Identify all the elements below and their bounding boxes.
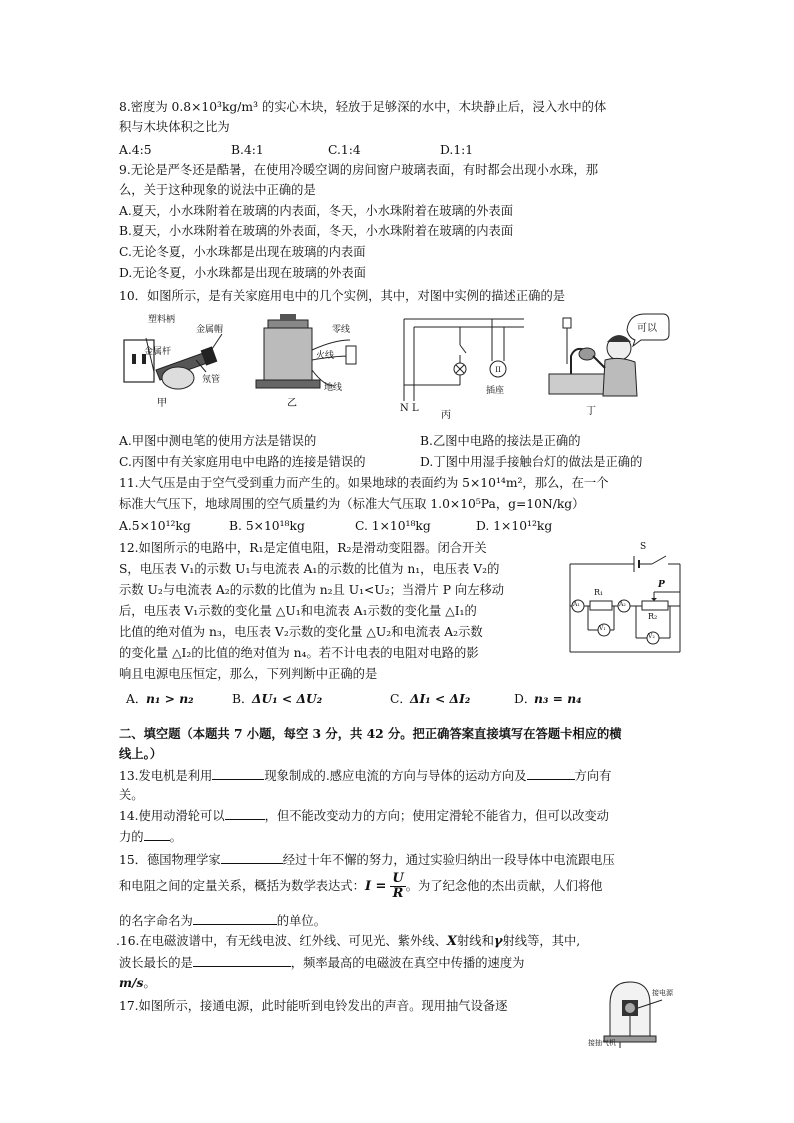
q14-text-c: 力的: [119, 830, 144, 844]
fig-jia-metal-rod: 金属杆: [144, 347, 172, 357]
q12-line4: 后，电压表 V₁示数的变化量 △U₁和电流表 A₁示数的变化量 △I₁的: [119, 604, 477, 618]
q15-text-a: 15．德国物理学家: [119, 853, 221, 867]
q15-text-d: 。为了纪念他的杰出贡献，人们将他: [405, 879, 603, 893]
section2-title-line1: 二、填空题（本题共 7 小题，每空 3 分，共 42 分。把正确答案直接填写在答题卡相应的横: [119, 726, 622, 741]
q15-text-f: 的单位。: [276, 914, 326, 928]
q12-option-a: n₁ > n₂: [146, 691, 194, 706]
fig-wet-hand-lamp: [545, 310, 675, 425]
fig-cooker: [254, 310, 374, 425]
q13-line2: 关。: [119, 788, 144, 802]
q12-line1: 12.如图所示的电路中，R₁是定值电阻，R₂是滑动变阻器。闭合开关: [119, 541, 487, 555]
section2-title-line2: 线上。）: [119, 746, 163, 761]
fig-ding-caption: 丁: [586, 406, 596, 417]
svg-text:II: II: [495, 366, 501, 374]
q12-option-a-letter: A．: [126, 692, 148, 706]
q11-option-b: B. 5×10¹⁸kg: [229, 519, 305, 533]
fig-bell-power: 接电源: [652, 989, 673, 997]
q11-option-d: D. 1×10¹²kg: [476, 519, 553, 533]
q14-text-a: 14.使用动滑轮可以: [119, 809, 225, 823]
q16-unit: m/s: [119, 975, 144, 990]
q10-option-d: D.丁图中用湿手接触台灯的做法是正确的: [420, 455, 643, 469]
circuit-r1-label: R₁: [594, 588, 604, 597]
q12-line3: 示数 U₂与电流表 A₂的示数的比值为 n₂且 U₁<U₂；当滑片 P 向左移动: [119, 583, 505, 597]
fig-household-wiring: [398, 315, 528, 425]
circuit-a2-label: A₂: [619, 601, 626, 608]
q11-option-a: A.5×10¹²kg: [119, 519, 191, 533]
fig-bing-n: N: [400, 403, 409, 414]
q8-option-a: A.4:5: [119, 143, 152, 157]
q15-text-b: 经过十年不懈的努力，通过实验归纳出一段导体中电流跟电压: [282, 853, 615, 867]
q8-option-c: C.1:4: [328, 143, 361, 157]
q9-option-c: C.无论冬夏，小水珠都是出现在玻璃的内表面: [119, 245, 366, 259]
circuit-v1-label: V₁: [599, 625, 606, 632]
q11-line1: 11.大气压是由于空气受到重力而产生的。如果地球的表面约为 5×10¹⁴m²，那么，在一个: [119, 476, 609, 490]
fig-jia-plastic-handle: 塑料柄: [148, 315, 176, 325]
q16-line1: [116, 931, 580, 952]
circuit-slider-label: P: [658, 580, 665, 590]
fig-yi-ground: 地线: [324, 383, 343, 393]
q9-line2: 么，关于这种现象的说法中正确的是: [119, 183, 316, 197]
q15-formula-fraction: [390, 872, 405, 901]
fig-bing-caption: 丙: [441, 410, 451, 421]
q16-blank1[interactable]: [193, 952, 291, 967]
q8-line2: 积与木块体积之比为: [119, 120, 230, 134]
q11-option-c: C. 1×10¹⁸kg: [355, 519, 431, 533]
fig-bing-socket: 插座: [486, 386, 505, 396]
q11-line2: 标准大气压下，地球周围的空气质量约为（标准大气压取 1.0×10⁵Pa，g=10N/kg）: [119, 497, 585, 511]
q9-option-a: A.夏天，小水珠附着在玻璃的内表面，冬天，小水珠附着在玻璃的外表面: [119, 204, 513, 218]
q16-line3: [119, 973, 156, 993]
q12-line5: 比值的绝对值为 n₃，电压表 V₂示数的变化量 △U₂和电流表 A₂示数: [119, 625, 483, 639]
q14-line2: [119, 826, 182, 847]
q13-text-c: 方向有: [574, 769, 612, 783]
q10-options-row2: [119, 452, 642, 472]
q13-line1: [119, 765, 611, 786]
q13-blank2[interactable]: [527, 765, 575, 780]
q16-text-f: 。: [143, 976, 156, 990]
q9-option-d: D.无论冬夏，小水珠都是出现在玻璃的外表面: [119, 266, 366, 280]
q9-line1: 9.无论是严冬还是酷暑，在使用冷暖空调的房间窗户玻璃表面，有时都会出现小水珠，那: [119, 163, 599, 177]
q15-text-c: 和电阻之间的定量关系，概括为数学表达式：: [119, 879, 365, 893]
q14-line1: [119, 805, 609, 826]
q13-text-b: 现象制成的.感应电流的方向与导体的运动方向及: [264, 769, 527, 783]
q8-options: [119, 140, 473, 160]
q10-option-a: A.甲图中测电笔的使用方法是错误的: [119, 434, 317, 448]
q12-line7: 响且电源电压恒定，那么，下列判断中正确的是: [119, 667, 378, 681]
q12-option-c: ΔI₁ < ΔI₂: [410, 691, 471, 706]
q10-options-row1: [119, 431, 581, 451]
q8-option-b: B.4:1: [231, 143, 264, 157]
q16-gamma-symbol: γ: [493, 934, 503, 949]
fig-test-pen: [118, 310, 258, 425]
q12-option-b: ΔU₁ < ΔU₂: [252, 691, 323, 706]
fig-jia-neon-tube: 氖管: [202, 375, 221, 385]
fig-yi-live: 火线: [316, 351, 335, 361]
fig-yi-caption: 乙: [287, 398, 297, 409]
q11-options: [119, 516, 552, 536]
q12-option-d: n₃ = n₄: [534, 691, 582, 706]
q15-formula-denominator: R: [392, 886, 404, 901]
q8-option-d: D.1:1: [440, 143, 474, 157]
q12-option-b-letter: B．: [232, 692, 254, 706]
q14-blank2[interactable]: [144, 826, 170, 841]
q15-formula-numerator: U: [392, 871, 404, 886]
circuit-r2-label: R₂: [648, 612, 658, 621]
q14-text-d: 。: [169, 830, 182, 844]
q14-text-b: ，但不能改变动力的方向；使用定滑轮不能省力，但可以改变动: [264, 809, 609, 823]
q15-formula-lhs: I =: [364, 879, 387, 894]
fig-jia-metal-cap: 金属帽: [196, 325, 224, 335]
fig-bell-pump: 接抽气机: [588, 1039, 616, 1047]
fig-q12-circuit: [562, 544, 688, 660]
q15-line1: [119, 849, 615, 870]
q15-blank1[interactable]: [221, 849, 283, 864]
q12-line6: 的变化量 △I₂的比值的绝对值为 n₄。若不计电表的电阻对电路的影: [119, 646, 479, 660]
q14-blank1[interactable]: [225, 805, 265, 820]
q15-blank2[interactable]: [193, 910, 277, 925]
q10-option-b: B.乙图中电路的接法是正确的: [420, 434, 581, 448]
q15-line2: [119, 870, 602, 903]
q12-option-d-letter: D．: [514, 692, 537, 706]
circuit-a1-label: A₁: [573, 601, 580, 608]
q16-text-c: 射线等，其中,: [502, 934, 581, 948]
fig-bing-l: L: [412, 403, 419, 414]
circuit-switch-label: S: [640, 542, 647, 552]
q13-blank1[interactable]: [212, 765, 264, 780]
q16-line2: [119, 952, 524, 973]
q12-option-c-letter: C．: [390, 692, 412, 706]
fig-ding-speech: 可以: [637, 323, 657, 334]
fig-bell-jar: [588, 978, 690, 1050]
q16-text-b: 射线和: [456, 934, 494, 948]
circuit-v2-label: V₂: [648, 633, 655, 640]
q8-line1: 8.密度为 0.8×10³kg/m³ 的实心木块，轻放于足够深的水中，木块静止后，浸入水中的体: [119, 100, 607, 114]
q13-text-a: 13.发电机是利用: [119, 769, 213, 783]
q10-stem: 10．如图所示，是有关家庭用电中的几个实例，其中，对图中实例的描述正确的是: [119, 289, 566, 303]
fig-yi-neutral: 零线: [332, 325, 351, 335]
q16-text-d: 波长最长的是: [119, 956, 193, 970]
q9-option-b: B.夏天，小水珠附着在玻璃的外表面，冬天，小水珠附着在玻璃的内表面: [119, 224, 514, 238]
q12-options: [126, 689, 582, 709]
q12-line2: S，电压表 V₁的示数 U₁与电流表 A₁的示数的比值为 n₁，电压表 V₂的: [119, 562, 500, 576]
q10-option-c: C.丙图中有关家庭用电中电路的连接是错误的: [119, 455, 366, 469]
fig-jia-caption: 甲: [157, 398, 167, 409]
q15-line3: [119, 910, 326, 931]
q16-text-e: ，频率最高的电磁波在真空中传播的速度为: [290, 956, 525, 970]
q15-text-e: 的名字命名为: [119, 914, 193, 928]
q16-x-symbol: X: [446, 934, 457, 949]
q16-text-a: .16.在电磁波谱中，有无线电波、红外线、可见光、紫外线、: [116, 934, 447, 948]
q17-line1: 17.如图所示，接通电源，此时能听到电铃发出的声音。现用抽气设备逐: [119, 999, 508, 1013]
